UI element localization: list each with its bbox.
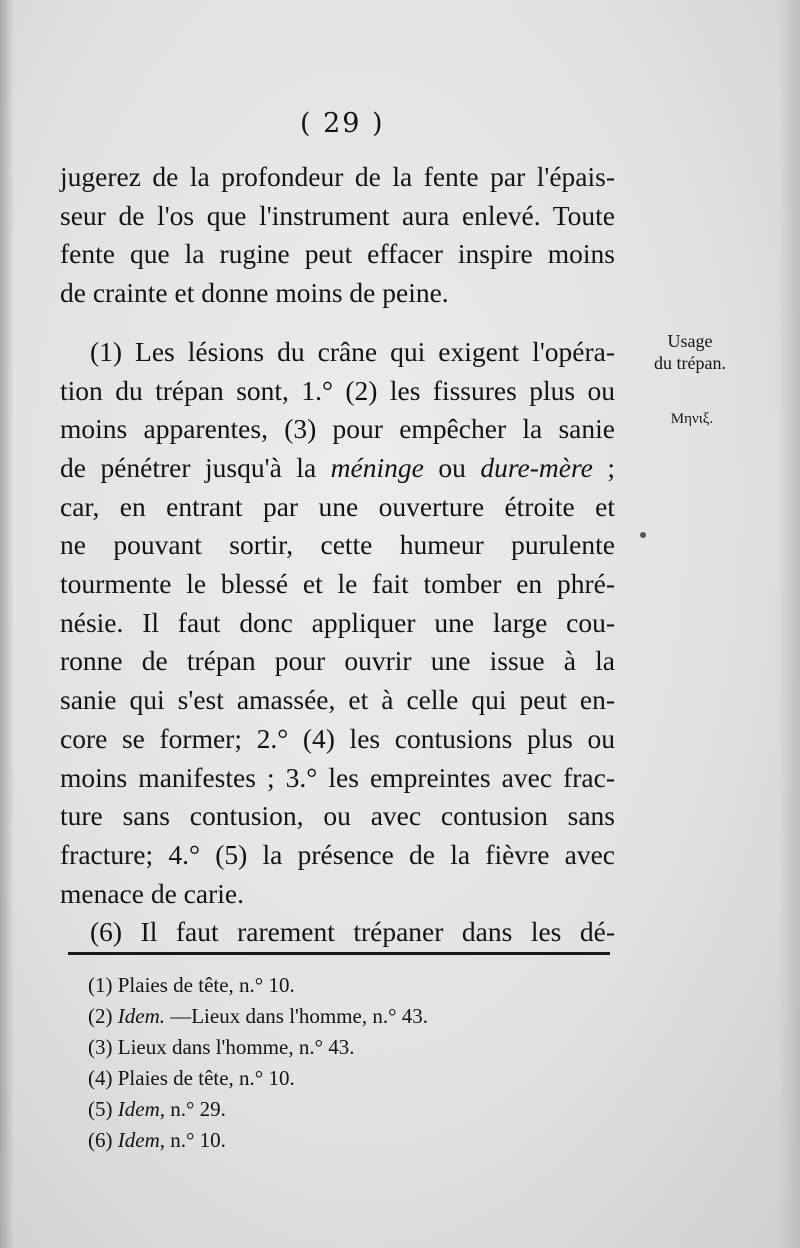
paragraph2-line: tion du trépan sont, 1.° (2) les fissures plus ou (60, 374, 615, 406)
footnote-text: Plaies de tête, n.° 10. (117, 1066, 295, 1090)
footnote-italic: Idem (117, 1097, 160, 1121)
paragraph2-line: moins manifestes ; 3.° les empreintes avec frac- (60, 761, 615, 793)
footnote (88, 1125, 488, 1156)
paragraph2-line: tourmente le blessé et le fait tomber en phré- (60, 568, 615, 600)
footnote-separator-rule (68, 952, 610, 955)
italic-term-meninge: méninge (330, 451, 424, 483)
paragraph2-line: sanie qui s'est amassée, et à celle qui peut en- (60, 684, 615, 716)
footnote (88, 1001, 488, 1032)
footnote (88, 1032, 488, 1063)
footnote (88, 970, 488, 1001)
margin-note-line: Usage (667, 331, 713, 351)
paragraph3-line: (6) Il faut rarement trépaner dans les dé- (90, 916, 615, 948)
footnote-text: —Lieux dans l'homme, n.° 43. (164, 1004, 428, 1028)
paragraph2-line: moins apparentes, (3) pour empêcher la sanie (60, 413, 615, 445)
margin-note-line: du trépan. (654, 353, 726, 373)
paragraph2-line: ture sans contusion, ou avec contusion sans (60, 800, 615, 832)
footnote-number: (3) (88, 1035, 113, 1059)
paragraph2-line: core se former; 2.° (4) les contusions plus ou (60, 722, 615, 754)
paragraph2-line: menace de carie. (60, 877, 244, 909)
italic-term-dure-mere: dure-mère (480, 451, 593, 483)
paragraph2-line: ne pouvant sortir, cette humeur purulente (60, 529, 615, 561)
page-edge-shadow-left (0, 0, 14, 1248)
page-number: ( 29 ) (300, 108, 385, 139)
line-text: de pénétrer jusqu'à la (60, 451, 331, 483)
footnote-number: (4) (88, 1066, 113, 1090)
footnote-number: (5) (88, 1097, 113, 1121)
paragraph1-line: jugerez de la profondeur de la fente par l'épais- (60, 161, 615, 192)
footnote-number: (2) (88, 1004, 113, 1028)
footnote (88, 1063, 488, 1094)
line-text: ou (423, 451, 481, 483)
ink-speck (640, 532, 646, 538)
page-edge-shadow-right (778, 0, 800, 1248)
footnote-number: (6) (88, 1128, 113, 1152)
paragraph1-line: de crainte et donne moins de peine. (60, 277, 449, 309)
margin-note-usage (630, 330, 750, 374)
footnote-text: , n.° 29. (159, 1097, 226, 1121)
paragraph2-line: car, en entrant par une ouverture étroite et (60, 490, 615, 522)
footnote-italic: Idem. (117, 1004, 165, 1028)
paragraph1-line: seur de l'os que l'instrument aura enlevé. Toute (60, 199, 615, 231)
line-text: ; (592, 451, 615, 483)
paragraph2-line-with-italics (60, 449, 615, 488)
footnote-text: Lieux dans l'homme, n.° 43. (117, 1035, 355, 1059)
footnotes (88, 970, 488, 1156)
footnote-italic: Idem (117, 1128, 160, 1152)
main-text (60, 158, 615, 952)
paragraph2-line: nésie. Il faut donc appliquer une large cou- (60, 606, 615, 638)
footnote (88, 1094, 488, 1125)
paragraph2-line: fracture; 4.° (5) la présence de la fièvre avec (60, 838, 615, 870)
paragraph2-line: ronne de trépan pour ouvrir une issue à la (60, 645, 615, 677)
footnote-text: , n.° 10. (159, 1128, 226, 1152)
paragraph-gap (60, 313, 615, 333)
paragraph1-line: fente que la rugine peut effacer inspire moins (60, 238, 615, 270)
footnote-number: (1) (88, 973, 113, 997)
margin-note-greek: Μηνιξ. (670, 411, 714, 427)
footnote-text: Plaies de tête, n.° 10. (117, 973, 295, 997)
paragraph2-line: (1) Les lésions du crâne qui exigent l'opéra- (90, 335, 615, 367)
